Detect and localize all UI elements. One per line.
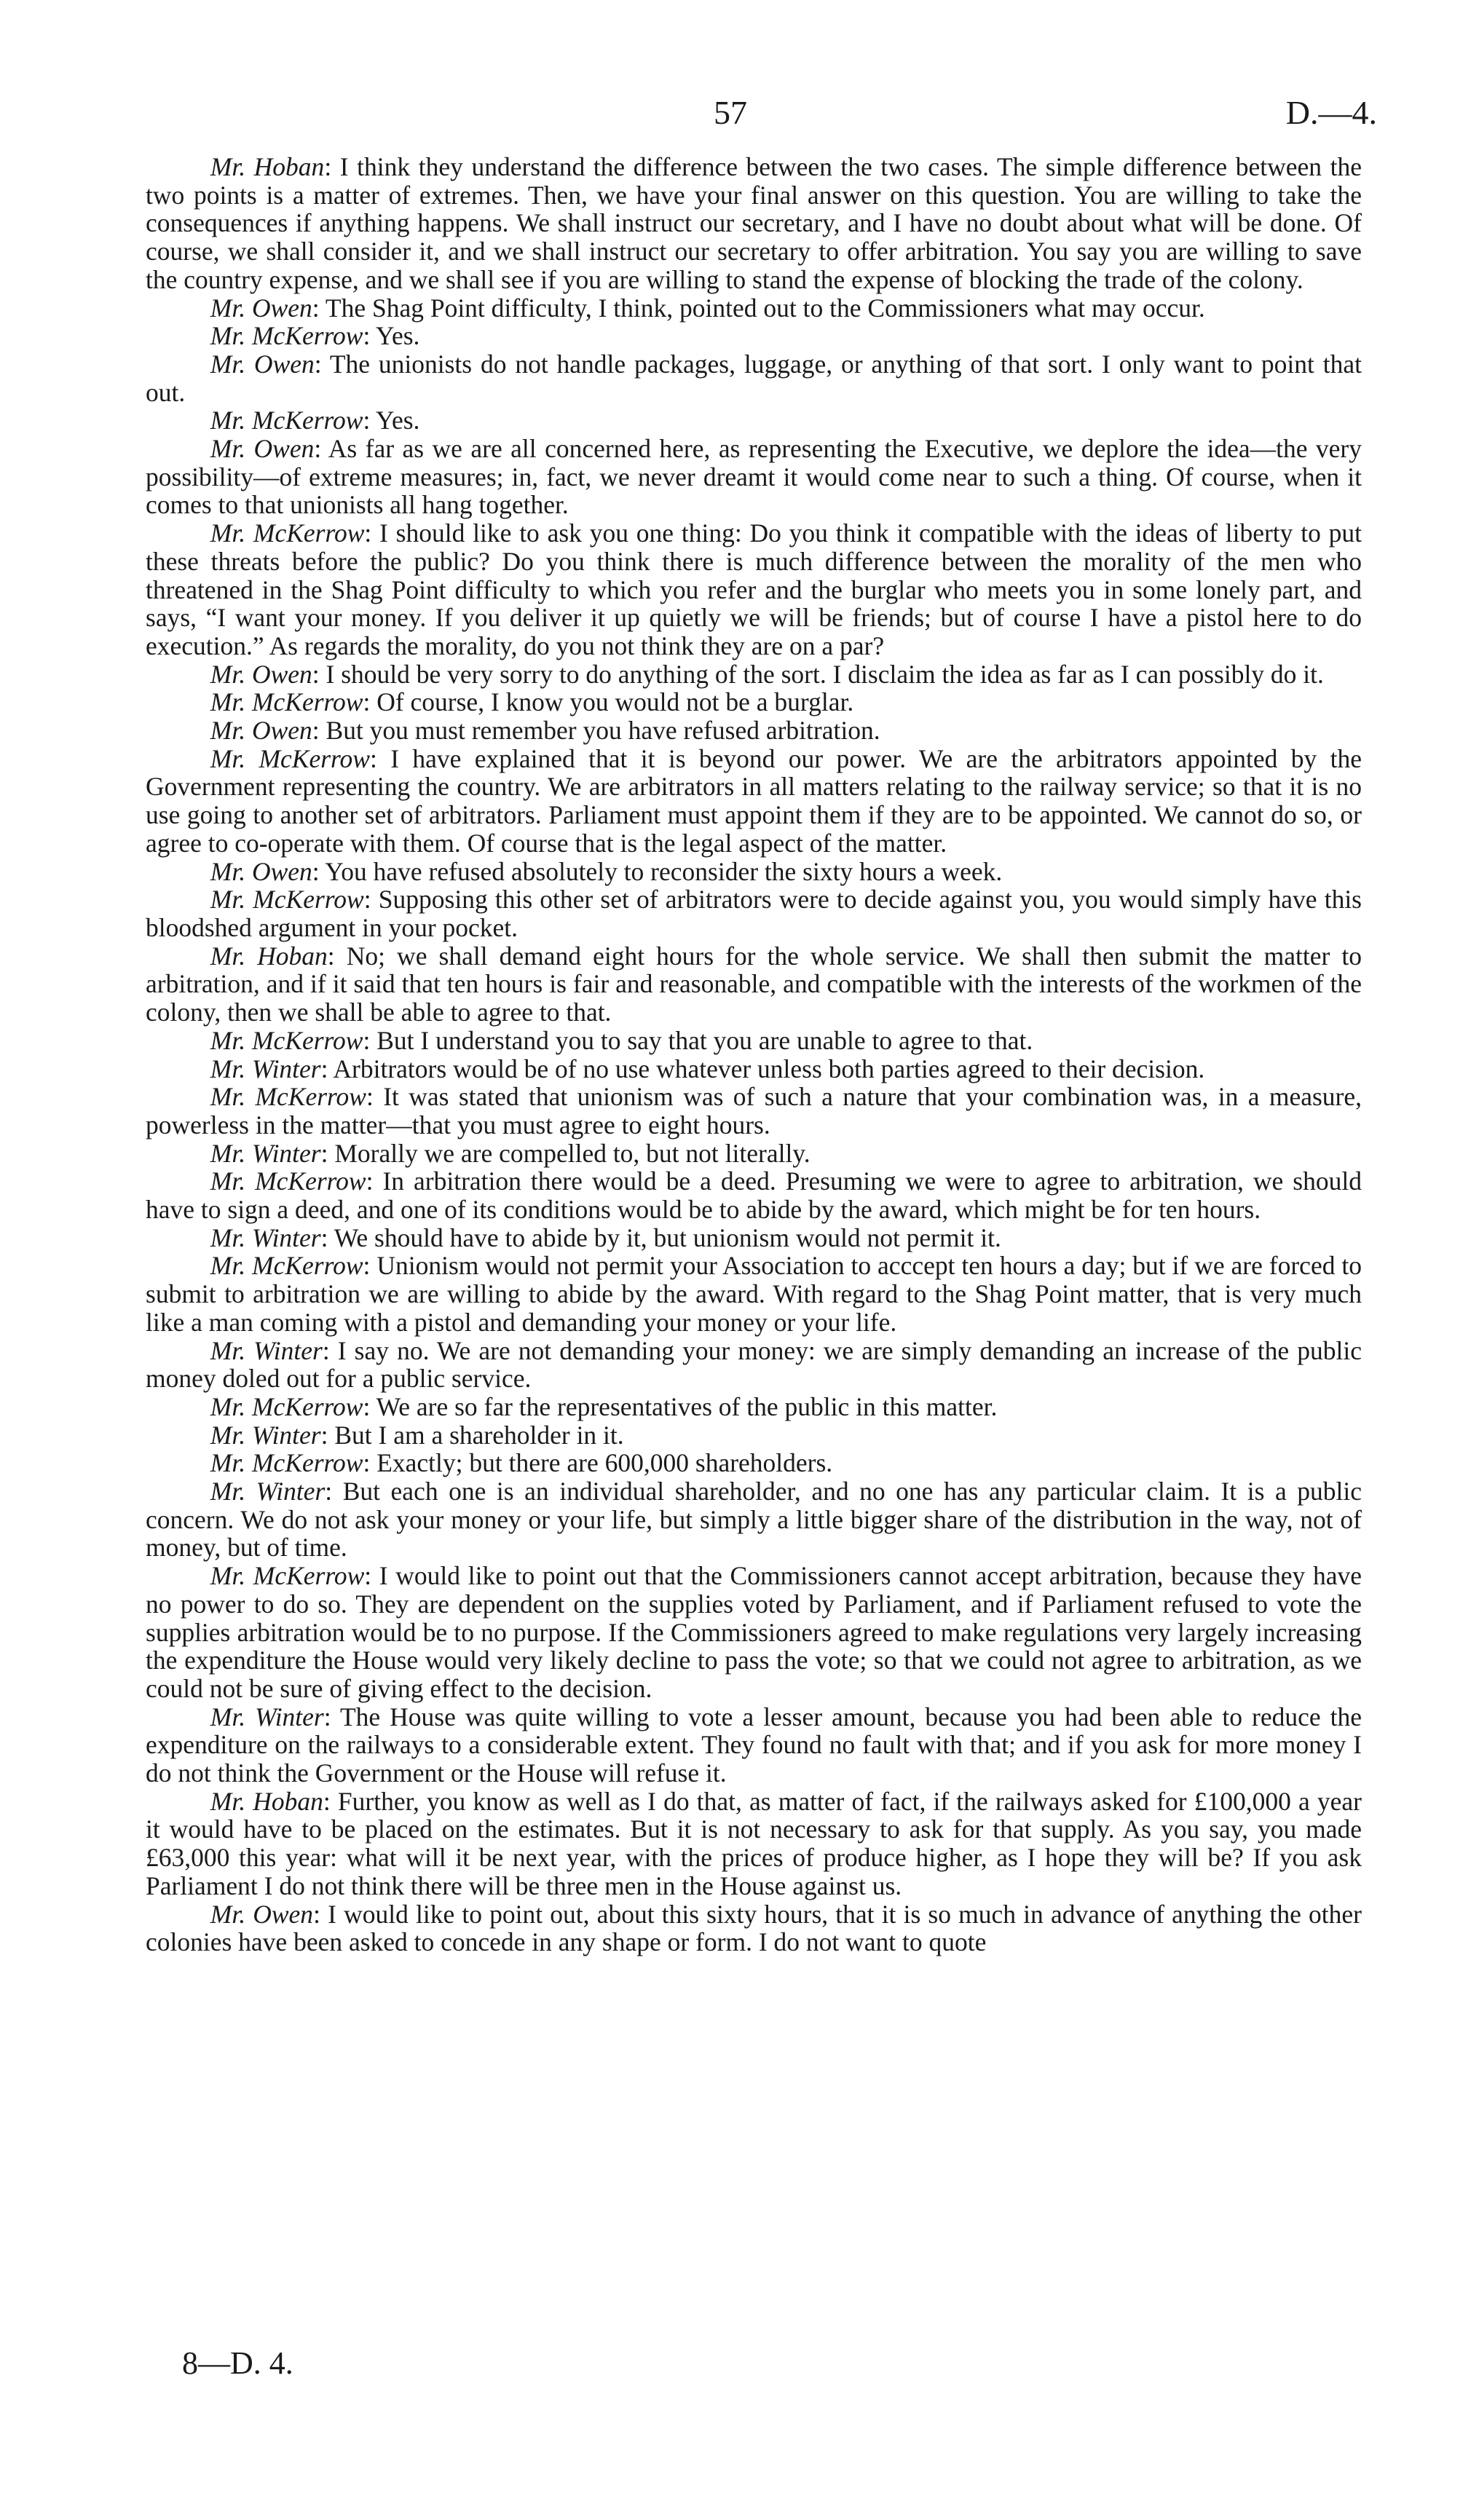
transcript-paragraph [146, 1252, 1362, 1336]
transcript-paragraph [146, 885, 1362, 941]
transcript-paragraph [146, 1027, 1362, 1055]
transcript-paragraph [146, 1167, 1362, 1223]
speech-text: : I would like to point out, about this sixty hours, that it is so much in advance of anything the other colonies have been asked to concede in any shape or form. I do not want to quote [146, 1899, 1362, 1957]
speech-text: : You have refused absolutely to reconsider the sixty hours a week. [312, 856, 1003, 886]
speaker-name: Mr. Owen [210, 434, 315, 464]
speech-text: : We are so far the representatives of the public in this matter. [363, 1391, 998, 1421]
speech-text: : Further, you know as well as I do that, as matter of fact, if the railways asked for £100,000 a year it would have to be placed on the estimates. But it is not necessary to ask for that supply. As you say, you made £63,000 this year: what will it be next year, with the prices of produce higher, as I hope they will be? If you ask Parliament I do not think there will be three men in the House against us. [146, 1786, 1362, 1900]
speech-text: : The Shag Point difficulty, I think, pointed out to the Commissioners what may occur. [312, 293, 1205, 323]
speech-text: : I say no. We are not demanding your money: we are simply demanding an increase of the public money doled out for a public service. [146, 1335, 1362, 1394]
speech-text: : We should have to abide by it, but unionism would not permit it. [320, 1223, 1001, 1252]
speaker-name: Mr. Winter [210, 1138, 321, 1168]
transcript-paragraph [146, 858, 1362, 886]
speaker-name: Mr. Owen [210, 716, 312, 746]
transcript-paragraph [146, 294, 1362, 323]
speaker-name: Mr. Winter [210, 1477, 326, 1506]
speaker-name: Mr. McKerrow [210, 1561, 365, 1591]
speech-text: : But each one is an individual shareholder, and no one has any particular claim. It is a public concern. We do not ask your money or your life, but simply a little bigger share of the distribution in the way, not of money, but of time. [146, 1477, 1362, 1563]
speaker-name: Mr. McKerrow [210, 687, 363, 717]
transcript-paragraph [146, 519, 1362, 660]
transcript-paragraph [146, 660, 1362, 689]
speech-text: : I should like to ask you one thing: Do you think it compatible with the ideas of liberty to put these threats before the public? Do you think there is much difference between the morality of the men who threatened in the Shag Point difficulty to which you refer and the burglar who meets you in some lonely part, and says, “I want your money. If you deliver it up quietly we will be friends; but of course I have a pistol here to do execution.” As regards the morality, do you not think they are on a par? [146, 518, 1362, 660]
speech-text: : Of course, I know you would not be a burglar. [363, 687, 854, 717]
speech-text: : I should be very sorry to do anything of the sort. I disclaim the idea as far as I can possibly do it. [312, 659, 1324, 689]
document-code: D.—4. [1285, 94, 1377, 131]
speaker-name: Mr. McKerrow [210, 1251, 363, 1281]
transcript-paragraph [146, 1083, 1362, 1139]
speaker-name: Mr. Winter [210, 1223, 321, 1252]
speaker-name: Mr. Owen [210, 1899, 314, 1929]
transcript-paragraph [146, 1224, 1362, 1252]
transcript-paragraph [146, 1900, 1362, 1956]
speech-text: : But I am a shareholder in it. [320, 1420, 624, 1450]
speaker-name: Mr. McKerrow [210, 1082, 366, 1112]
speaker-name: Mr. Owen [210, 659, 312, 689]
speaker-name: Mr. McKerrow [210, 1025, 363, 1055]
transcript-paragraph [146, 1393, 1362, 1421]
page-number: 57 [714, 94, 747, 131]
speech-text: : But you must remember you have refused arbitration. [312, 716, 880, 746]
transcript-paragraph [146, 1055, 1362, 1083]
speaker-name: Mr. McKerrow [210, 518, 365, 548]
speaker-name: Mr. Owen [210, 349, 315, 379]
speech-text: : Yes. [363, 321, 420, 351]
speech-text: : I have explained that it is beyond our power. We are the arbitrators appointed by the Government representing the country. We are arbitrators in all matters relating to the railway service; so that it is no use going to another set of arbitrators. Parliament must appoint them if they are to be appointed. We cannot do so, or agree to co-operate with them. Of course that is the legal aspect of the matter. [146, 743, 1362, 858]
transcript-paragraph [146, 1421, 1362, 1450]
speaker-name: Mr. McKerrow [210, 321, 363, 351]
speaker-name: Mr. Winter [210, 1335, 323, 1365]
sheet-signature: 8—D. 4. [182, 2345, 293, 2381]
speaker-name: Mr. Hoban [210, 941, 328, 971]
speaker-name: Mr. McKerrow [210, 743, 370, 773]
transcript-paragraph [146, 1139, 1362, 1168]
speech-text: : Morally we are compelled to, but not literally. [320, 1138, 811, 1168]
speaker-name: Mr. McKerrow [210, 885, 364, 915]
speech-text: : As far as we are all concerned here, as representing the Executive, we deplore the idea—the very possibility—of extreme measures; in, fact, we never dreamt it would come near to such a thing. Of course, when it comes to that unionists all hang together. [146, 434, 1362, 520]
speech-text: : Unionism would not permit your Association to acccept ten hours a day; but if we are forced to submit to arbitration we are willing to abide by the award. With regard to the Shag Point matter, that is very much like a man coming with a pistol and demanding your money or your life. [146, 1251, 1362, 1337]
transcript-paragraph [146, 350, 1362, 406]
speech-text: : Arbitrators would be of no use whatever unless both parties agreed to their decision. [320, 1054, 1205, 1083]
page-header [0, 93, 1479, 137]
transcript-paragraph [146, 716, 1362, 745]
transcript-paragraph [146, 1703, 1362, 1788]
transcript-paragraph [146, 1337, 1362, 1393]
transcript-body [146, 153, 1362, 1956]
speaker-name: Mr. McKerrow [210, 1166, 366, 1196]
speech-text: : Supposing this other set of arbitrators were to decide against you, you would simply have this bloodshed argument in your pocket. [146, 885, 1362, 942]
speaker-name: Mr. Hoban [210, 1786, 323, 1816]
speaker-name: Mr. Winter [210, 1702, 324, 1731]
speaker-name: Mr. McKerrow [210, 1391, 363, 1421]
speech-text: : It was stated that unionism was of such a nature that your combination was, in a measure, powerless in the matter—that you must agree to eight hours. [146, 1082, 1362, 1139]
speech-text: : Yes. [363, 406, 420, 435]
speaker-name: Mr. McKerrow [210, 1448, 363, 1478]
speaker-name: Mr. Winter [210, 1054, 321, 1083]
transcript-paragraph [146, 1788, 1362, 1900]
transcript-paragraph [146, 1449, 1362, 1477]
speech-text: : No; we shall demand eight hours for the whole service. We shall then submit the matter to arbitration, and if it said that ten hours is fair and reasonable, and compatible with the interests of the workmen of the colony, then we shall be able to agree to that. [146, 941, 1362, 1027]
speech-text: : Exactly; but there are 600,000 shareholders. [363, 1448, 833, 1478]
speech-text: : In arbitration there would be a deed. Presuming we were to agree to arbitration, we should have to sign a deed, and one of its conditions would be to abide by the award, which might be for ten hours. [146, 1166, 1362, 1225]
transcript-paragraph [146, 322, 1362, 350]
transcript-paragraph [146, 406, 1362, 435]
speech-text: : I would like to point out that the Commissioners cannot accept arbitration, because they have no power to do so. They are dependent on the supplies voted by Parliament, and if Parliament refused to vote the supplies arbitration would be to no purpose. If the Commissioners agreed to make regulations very largely increasing the expenditure the House would very likely decline to pass the vote; so that we could not agree to arbitration, as we could not be sure of giving effect to the decision. [146, 1561, 1362, 1703]
transcript-paragraph [146, 942, 1362, 1027]
speaker-name: Mr. McKerrow [210, 406, 363, 435]
speaker-name: Mr. Winter [210, 1420, 321, 1450]
transcript-paragraph [146, 1477, 1362, 1562]
transcript-paragraph [146, 745, 1362, 858]
speech-text: : But I understand you to say that you are unable to agree to that. [363, 1025, 1033, 1055]
transcript-paragraph [146, 153, 1362, 294]
speaker-name: Mr. Owen [210, 293, 312, 323]
speech-text: : The unionists do not handle packages, luggage, or anything of that sort. I only want to point that out. [146, 349, 1362, 407]
speaker-name: Mr. Hoban [210, 152, 325, 181]
transcript-paragraph [146, 435, 1362, 519]
speaker-name: Mr. Owen [210, 856, 312, 886]
speech-text: : I think they understand the difference between the two cases. The simple difference between the two points is a matter of extremes. Then, we have your final answer on this question. You are willing to take the consequences if anything happens. We shall instruct our secretary, and I have no doubt about what will be done. Of course, we shall consider it, and we shall instruct our secretary to offer arbitration. You say you are willing to save the country expense, and we shall see if you are willing to stand the expense of blocking the trade of the colony. [146, 152, 1362, 294]
transcript-paragraph [146, 688, 1362, 716]
speech-text: : The House was quite willing to vote a lesser amount, because you had been able to reduce the expenditure on the railways to a considerable extent. They found no fault with that; and if you ask for more money I do not think the Government or the House will refuse it. [146, 1702, 1362, 1788]
transcript-paragraph [146, 1562, 1362, 1703]
